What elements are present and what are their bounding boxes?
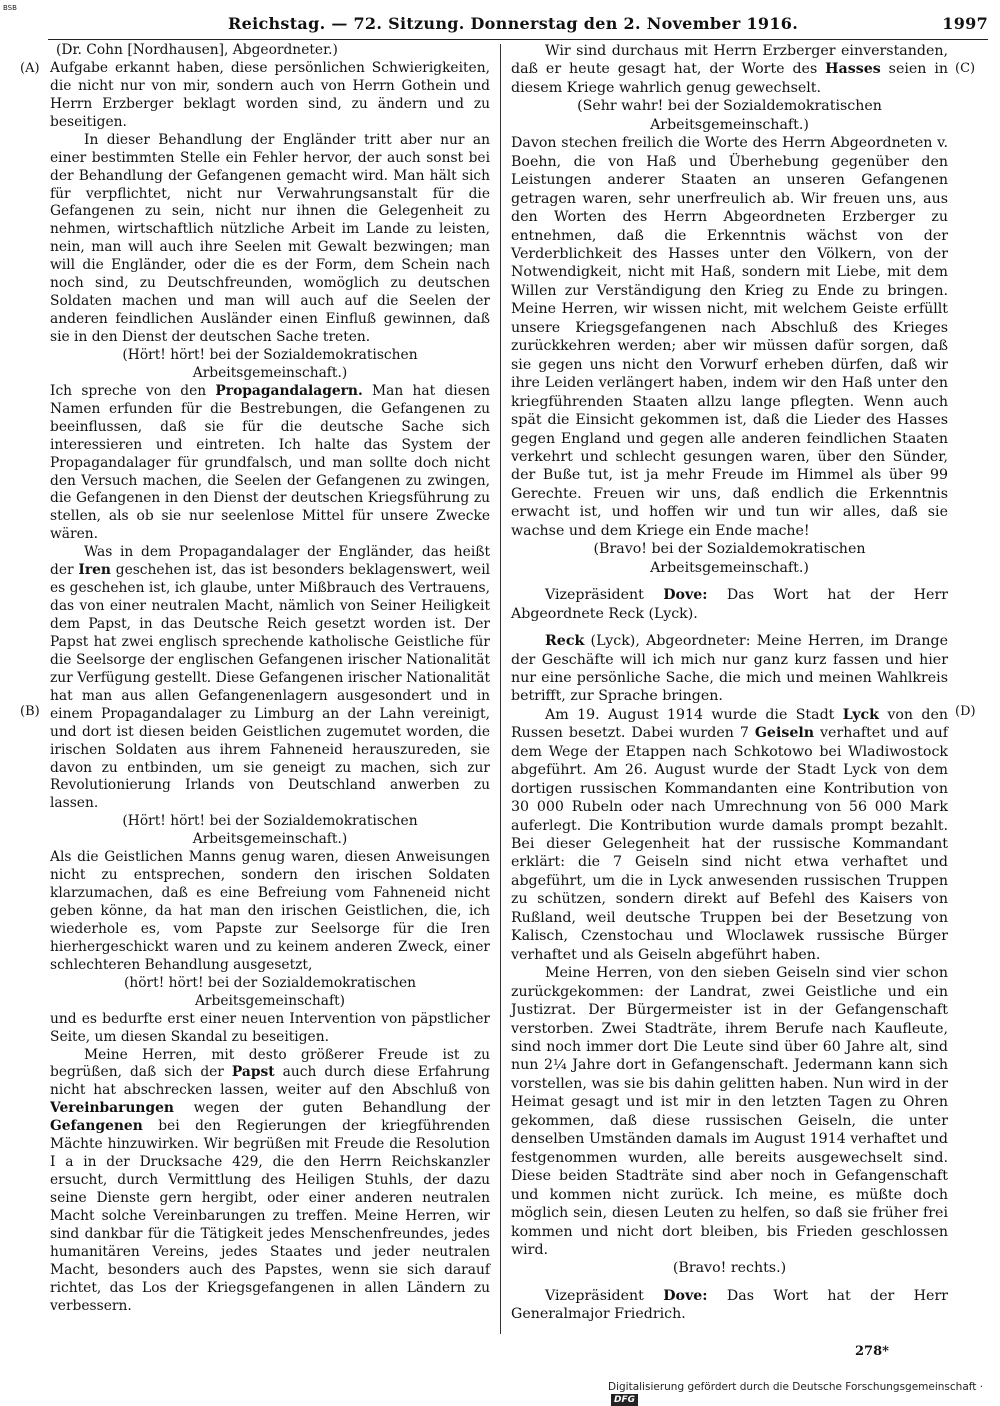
emphasis: Gefangenen — [50, 1118, 143, 1135]
emphasis: Papst — [231, 1064, 275, 1081]
footer-text: Digitalisierung gefördert durch die Deutsche Forschungsgemeinschaft · — [608, 1381, 984, 1393]
emphasis: Iren — [78, 562, 111, 579]
speaker-name: Reck — [545, 633, 585, 650]
emphasis: Lyck — [842, 706, 879, 723]
interjection: (Bravo! bei der Sozialdemokratischen Arbeitsgemeinschaft.) — [593, 541, 866, 576]
paragraph: Am 19. August 1914 wurde die Stadt Lyck von den Russen besetzt. Dabei wurden 7 Geiseln verhaftet und auf dem Wege der Etappen nach Schkotowo bei Wladiwostock abgeführt. Am 26. August wurde der Stadt Lyck von dem dortigen russischen Kommandanten eine Kontribution von 30 000 Rubeln oder nach Umrechnung von 56 000 Mark auferlegt. Die Kontribution wurde damals prompt bezahlt. Bei dieser Gelegenheit hat der russische Kommandant erklärt: die 7 Geiseln sind nicht etwa verhaftet und abgeführt, um die in Lyck anwesenden russischen Truppen zu schützen, sondern direkt auf Befehl des Kaisers von Rußland, weil deutsche Truppen bei der Besetzung von Kalisch, Czenstochau und Wloclawek russische Bürger verhaftet und als Geiseln abgeführt haben. — [511, 706, 949, 963]
paragraph: Wir sind durchaus mit Herrn Erzberger einverstanden, daß er heute gesagt hat, der Worte des Hasses seien in diesem Kriege wahrlich genug gewechselt. — [511, 43, 949, 96]
emphasis: Geiseln — [754, 725, 815, 742]
emphasis: Vereinbarungen — [50, 1100, 174, 1117]
column-divider — [500, 44, 501, 1334]
paragraph: Ich spreche von den Propagandalagern. Man hat diesen Namen erfunden für die Bestrebungen, die Gefangenen zu beeinflussen, daß sie für die deutsche Sache sich interessieren und eintreten. Ich halte das System der Propagandalager für grundfalsch, und man sollte doch nicht den Versuch machen, die Seelen der Gefangenen zu zwingen, die Gefangenen in den Dienst der deutschen Kriegsführung zu stellen, als ob sie nur seelenlose Mittel für unsere Zwecke wären. — [50, 382, 490, 543]
interjection: (Bravo! rechts.) — [672, 1260, 787, 1277]
dfg-logo: DFG — [611, 1394, 638, 1406]
left-column — [50, 42, 490, 1316]
emphasis: Propagandalagern. — [215, 382, 363, 399]
paragraph: und es bedurfte erst einer neuen Intervention von päpstlicher Seite, um diesen Skandal zu beseitigen. — [50, 1010, 490, 1045]
bsb-watermark: BSB — [3, 4, 17, 12]
paragraph: Aufgabe erkannt haben, diese persönlichen Schwierigkeiten, die nicht nur von mir, sondern auch von Herrn Gothein und Herrn Erzberger beklagt worden sind, zu ändern und zu beseitigen. — [50, 59, 490, 130]
running-title: Reichstag. — 72. Sitzung. Donnerstag den 2. November 1916. — [228, 14, 799, 33]
paragraph: Meine Herren, mit desto größerer Freude ist zu begrüßen, daß sich der Papst auch durch diese Erfahrung nicht hat abschrecken lassen, weiter auf den Abschluß von Vereinbarungen wegen der guten Behandlung der Gefangenen bei den Regierungen der kriegführenden Mächte hinzuwirken. Wir begrüßen mit Freude die Resolution I a in der Drucksache 429, die den Herrn Reichskanzler ersucht, durch Vermittlung des Heiligen Stuhls, der dazu seine Dienste gern hergibt, oder einer anderen neutralen Macht solche Vereinbarungen zu treffen. Meine Herren, wir sind dankbar für die Tätigkeit jedes Menschenfreundes, jedes humanitären Vereins, jedes Staates und jeder neutralen Macht, besonders auch des Papstes, wenn sie sich darauf richtet, das Los der Kriegsgefangenen in allen Ländern zu verbessern. — [50, 1046, 491, 1314]
footer — [608, 1381, 1000, 1406]
paragraph: Davon stechen freilich die Worte des Herrn Abgeordneten v. Boehn, die von Haß und Überhebung gegenüber den Leistungen anderer Staaten an unseren Gefangenen getragen waren, sehr unerfreulich ab. Wir freuen uns, aus den Worten des Herrn Abgeordneten Erzberger zu entnehmen, daß die Erkenntnis wächst von der Verderblichkeit des Hasses unter den Völkern, von der Notwendigkeit, nicht mit Haß, sondern mit Liebe, mit dem Willen zur Verständigung den Krieg zu Ende zu bringen. Meine Herren, wir wissen nicht, mit welchem Geiste erfüllt unsere Kriegsgefangenen nach Abschluß des Krieges zurückkehren werden; aber wir müssen dafür sorgen, daß sie gegen uns nicht den Vorwurf erheben dürfen, daß wir ihre Leiden verlängert haben, indem wir den Haß unter den kriegführenden Staaten allzu lange pflegten. Wenn auch spät die Einsicht gekommen ist, daß die Lieder des Hasses gegen England und gegen alle anderen feindlichen Staaten verkehrt und schlecht gesungen waren, über den Sünder, der Buße tut, ist ja mehr Freude im Himmel als über 99 Gerechte. Freuen wir uns, daß endlich die Erkenntnis erwacht ist, und hoffen wir und tun wir alles, daß sie wachse und dem Kriege ein Ende mache! — [511, 135, 948, 539]
paragraph: Als die Geistlichen Manns genug waren, diesen Anweisungen nicht zu entsprechen, sondern den irischen Soldaten klarzumachen, daß es eine Befreiung vom Fahneneid nicht geben könne, da hat man den irischen Geistlichen, die, ich wiederhole es, vom Papste zur Seelsorge für die Iren hierhergeschickt waren und zu keinem anderen Zweck, einer schlechteren Behandlung ausgesetzt, — [50, 849, 490, 973]
page-header — [228, 14, 988, 33]
speaker-name: Dove: — [663, 587, 708, 604]
speaker-paragraph: Vizepräsident Dove: Das Wort hat der Herr Generalmajor Friedrich. — [511, 1287, 949, 1323]
interjection: (Hört! hört! bei der Sozialdemokratischen Arbeitsgemeinschaft.) — [122, 346, 418, 381]
speaker-paragraph: Vizepräsident Dove: Das Wort hat der Herr Abgeordnete Reck (Lyck). — [511, 587, 949, 622]
signature-mark: 278* — [855, 1344, 889, 1359]
interjection: (Sehr wahr! bei der Sozialdemokratischen Arbeitsgemeinschaft.) — [577, 98, 882, 133]
paragraph: In dieser Behandlung der Engländer tritt aber nur an einer bestimmten Stelle ein Fehler hervor, der auch sonst bei der Behandlung der Gefangenen gemacht wird. Man hält sich für verpflichtet, nicht nur Verwahrungsanstalt für die Gefangenen zu sein, nicht nur ihnen die Gelegenheit zu nehmen, wirtschaftlich nützliche Arbeit im Lande zu leisten, nein, man will auch ihre Seelen mit Gewalt bezwingen; man will die Engländer, oder die es der Form, dem Schein nach noch sind, zu Deutschfreunden, womöglich zu deutschen Soldaten machen und man will auch auf die Seelen der anderen feindlichen Ausländer einen Einfluß gewinnen, daß sie in den Dienst der deutschen Sache treten. — [50, 131, 490, 345]
paragraph: Meine Herren, von den sieben Geiseln sind vier schon zurückgekommen: der Landrat, zwei Geistliche und ein Justizrat. Der Bürgermeister ist in der Gefangenschaft verstorben. Zwei Stadträte, ihrem Berufe nach Kaufleute, sind noch immer dort Die Leute sind über 60 Jahre alt, sind nun 2¼ Jahre dort in Gefangenschaft. Jedermann kann sich vorstellen, was sie bis dahin gelitten haben. Nun wird in der Heimat gesagt und ist mir in den letzten Tagen zu Ohren gekommen, daß diese russischen Geiseln, die unter denselben Umständen damals im August 1914 verhaftet und festgenommen wurden, alle bereits ausgewechselt sind. Diese beiden Stadträte sind aber noch in Gefangenschaft und kommen nicht zurück. Ich meine, es müßte doch möglich sein, diesen Leuten zu helfen, so daß sie früher frei kommen und nicht dort bleiben, bis Frieden geschlossen wird. — [511, 965, 948, 1258]
speaker-paragraph: Reck (Lyck), Abgeordneter: Meine Herren, im Drange der Geschäfte will ich mich nur ganz kurz fassen und hier nur eine persönliche Sache, die mich und meinen Wahlkreis betrifft, zur Sprache bringen. — [511, 633, 948, 705]
margin-mark-b: (B) — [20, 704, 40, 719]
header-rule — [48, 39, 988, 40]
right-column — [511, 42, 948, 1324]
page-number: 1997 — [942, 14, 988, 33]
margin-mark-d: (D) — [955, 704, 976, 719]
interjection: (Hört! hört! bei der Sozialdemokratischen Arbeitsgemeinschaft.) — [122, 813, 418, 848]
margin-mark-c: (C) — [955, 61, 976, 76]
speaker-name: Dove: — [663, 1287, 708, 1304]
margin-mark-a: (A) — [20, 61, 40, 76]
speaker-continuation: (Dr. Cohn [Nordhausen], Abgeordneter.) — [56, 42, 338, 58]
emphasis: Hasses — [825, 61, 881, 78]
paragraph: Was in dem Propagandalager der Engländer, das heißt der Iren geschehen ist, das ist besonders beklagenswert, weil es geschehen ist, ich glaube, unter Mißbrauch des Vertrauens, das von einer neutralen Macht, nämlich von Seiner Heiligkeit dem Papst, in das Deutsche Reich gesetzt worden ist. Der Papst hat zwei englisch sprechende katholische Geistliche für die Seelsorge der englischen Gefangenen irischer Nationalität zur Verfügung gestellt. Diese Gefangenen irischer Nationalität hat man aus allen Gefangenenlagern ausgesondert und in einem Propagandalager zu Limburg an der Lahn vereinigt, und dort ist diesen beiden Geistlichen zugemutet worden, die irischen Soldaten aus ihrem Fahneneid herauszureden, sie davon zu entbinden, um sie geneigt zu machen, sich zur Revolutionierung Irlands von Deutschland anwerben zu lassen. — [50, 544, 491, 812]
interjection: (hört! hört! bei der Sozialdemokratischen Arbeitsgemeinschaft) — [123, 974, 417, 1009]
